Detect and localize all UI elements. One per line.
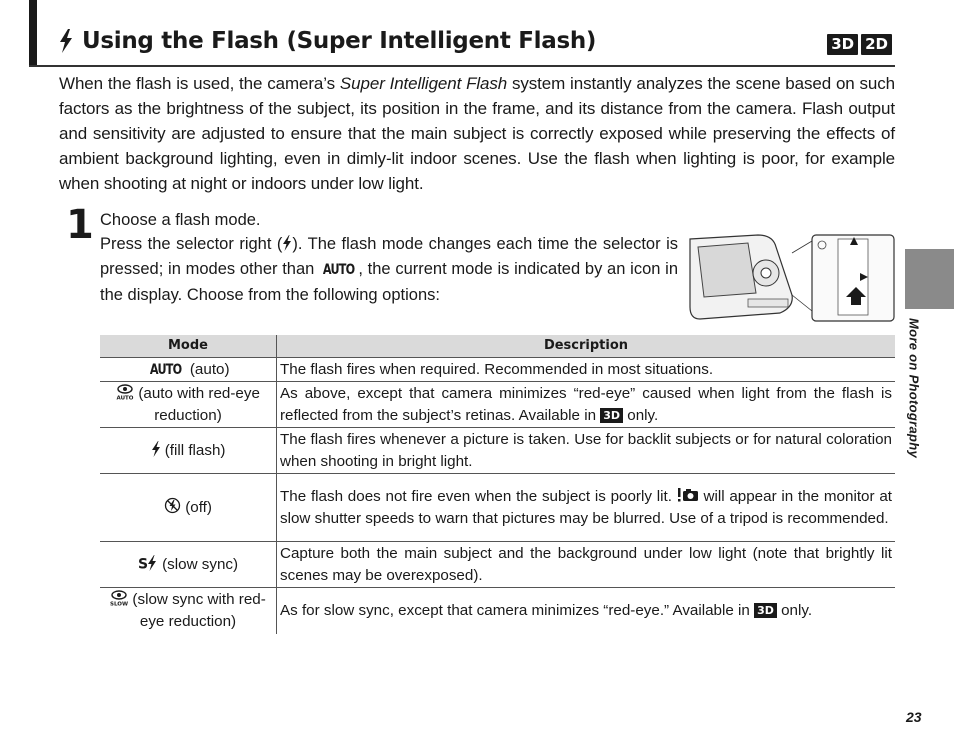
- table-row: [100, 474, 895, 542]
- table-row: [100, 382, 895, 428]
- description-cell: [277, 588, 896, 634]
- slow-sync-icon: [138, 555, 158, 571]
- mode-cell: [100, 474, 277, 542]
- flash-modes-table: [100, 335, 895, 634]
- badge-3d: 3D: [827, 34, 858, 55]
- intro-text-1: When the flash is used, the camera’s: [59, 74, 340, 93]
- description-text: will appear in the monitor at slow shutter speeds to warn that pictures may be blurred. Use of a tripod is recommended.: [280, 487, 892, 527]
- step-text-1: Press the selector right (: [100, 235, 283, 253]
- description-header: Description: [277, 335, 896, 358]
- description-text: only.: [623, 406, 659, 424]
- flash-icon: [282, 235, 292, 251]
- intro-text-2: system instantly analyzes the scene based on such factors as the brightness of the subject, its position in the frame, and its distance from the camera. Flash output and sensitivity are adjusted to ensure that the main subject is correctly exposed while preserving the effects of ambient background lighting, even in dimly-lit indoor scenes. Use the flash when lighting is poor, for example when shooting at night or indoors under low light.: [59, 74, 895, 193]
- table-row: [100, 588, 895, 634]
- mode-header: Mode: [100, 335, 277, 358]
- camera-shake-warning-icon: [677, 487, 699, 503]
- flash-icon: [58, 29, 74, 53]
- mode-cell: [100, 428, 277, 474]
- svg-text:AUTO: AUTO: [116, 395, 134, 400]
- title-row: [58, 28, 894, 64]
- mode-cell: [100, 542, 277, 588]
- description-text: As for slow sync, except that camera minimizes “red-eye.” Available in: [280, 601, 755, 619]
- step-body: [100, 232, 678, 308]
- description-text: The flash does not fire even when the subject is poorly lit.: [280, 487, 677, 505]
- step-text-2: ). The flash mode changes each time the selector is pressed; in modes other than: [100, 235, 678, 278]
- intro-emphasis: Super Intelligent Flash: [339, 74, 508, 93]
- step-title: Choose a flash mode.: [100, 211, 261, 229]
- svg-text:S: S: [137, 556, 148, 571]
- description-text: As above, except that camera minimizes “red-eye” caused when light from the flash is reflected from the subject’s retinas. Available in: [280, 384, 892, 424]
- description-text: only.: [776, 601, 813, 619]
- description-cell: The flash fires when required. Recommended in most situations.: [277, 358, 896, 382]
- camera-selector-illustration: [688, 233, 896, 323]
- mode-cell: [100, 358, 277, 382]
- badge-3d: 3D: [754, 603, 777, 618]
- table-header-row: [100, 335, 895, 358]
- mode-label: (slow sync): [157, 555, 239, 573]
- mode-label: (auto): [185, 360, 230, 378]
- red-eye-slow-icon: [110, 590, 128, 606]
- page-number: 23: [906, 709, 922, 725]
- badge-3d: 3D: [600, 408, 623, 423]
- section-label: More on Photography: [906, 318, 922, 459]
- mode-label: (slow sync with red-eye reduction): [128, 590, 266, 630]
- flash-off-icon: [164, 497, 181, 514]
- auto-mode-icon: AUTO: [323, 262, 355, 278]
- section-tab: [905, 249, 954, 309]
- mode-label: (auto with red-eye reduction): [134, 384, 260, 424]
- description-cell: Capture both the main subject and the background under low light (note that brightly lit scenes may be overexposed).: [277, 542, 896, 588]
- description-cell: [277, 474, 896, 542]
- table-row: [100, 542, 895, 588]
- intro-paragraph: [59, 71, 895, 196]
- description-cell: [277, 382, 896, 428]
- red-eye-auto-icon: [116, 384, 134, 400]
- left-margin-bar: [29, 0, 37, 66]
- page-title: [58, 28, 596, 54]
- table-row: [100, 428, 895, 474]
- auto-flash-icon: AUTO: [150, 361, 182, 378]
- step-text-3: , the current mode is indicated by an icon in the display. Choose from the following options:: [100, 260, 679, 304]
- step-number: 1: [66, 202, 94, 248]
- title-rule: [29, 65, 895, 67]
- badge-2d: 2D: [861, 34, 892, 55]
- page-title-text: Using the Flash (Super Intelligent Flash): [82, 28, 597, 54]
- mode-cell: [100, 588, 277, 634]
- mode-label: (off): [181, 498, 212, 516]
- table-row: [100, 358, 895, 382]
- description-cell: The flash fires whenever a picture is taken. Use for backlit subjects or for natural coloration when shooting in bright light.: [277, 428, 896, 474]
- mode-cell: [100, 382, 277, 428]
- fill-flash-icon: [151, 441, 161, 457]
- mode-label: (fill flash): [160, 441, 226, 459]
- svg-text:SLOW: SLOW: [110, 601, 129, 606]
- mode-badges: [827, 34, 892, 55]
